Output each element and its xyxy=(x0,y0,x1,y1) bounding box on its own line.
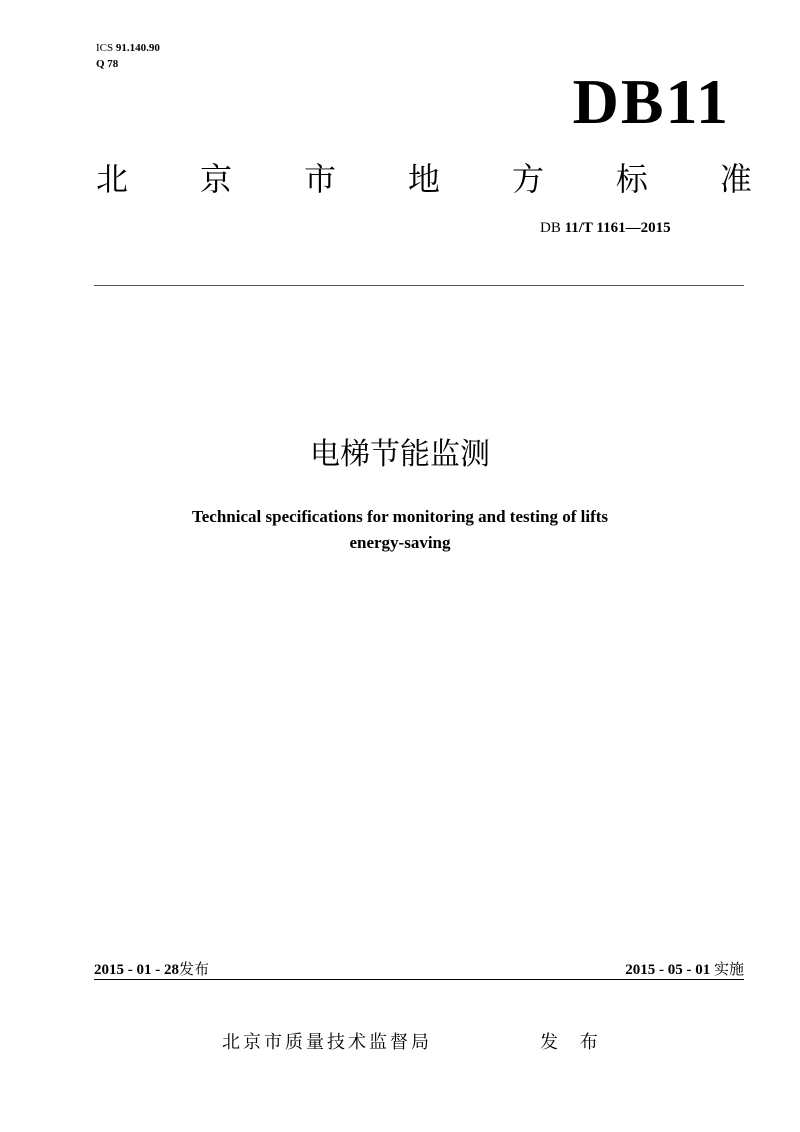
publisher-verb: 发 布 xyxy=(540,1032,606,1053)
standard-number-prefix: DB xyxy=(540,220,561,236)
issue-date-label: 发布 xyxy=(179,960,210,978)
standard-type-char: 方 xyxy=(511,160,544,198)
standard-badge: DB11 xyxy=(572,66,730,137)
standard-type-heading xyxy=(96,152,752,202)
standard-number-code: 11/T 1161—2015 xyxy=(564,220,671,236)
document-title-en-line2: energy-saving xyxy=(349,533,451,552)
publisher-name: 北京市质量技术监督局 xyxy=(222,1032,432,1053)
standard-type-char: 准 xyxy=(719,160,752,198)
standard-type-char: 北 xyxy=(96,160,129,198)
header-divider xyxy=(94,285,744,286)
standard-type-char: 市 xyxy=(303,160,336,198)
document-title-en-line1: Technical specifications for monitoring and testing of lifts xyxy=(191,507,609,526)
implement-date xyxy=(625,958,744,981)
standard-number xyxy=(540,218,730,238)
standard-type-char: 京 xyxy=(199,160,232,198)
issue-date-value: 2015 - 01 - 28 xyxy=(94,962,179,978)
document-title-zh: 电梯节能监测 xyxy=(310,437,490,472)
document-title-en xyxy=(100,504,700,556)
standard-type-char: 标 xyxy=(615,160,648,198)
ics-classification xyxy=(96,41,160,55)
dates-row xyxy=(94,958,744,980)
footer-divider xyxy=(94,979,744,980)
ics-label: ICS xyxy=(96,42,114,54)
implement-date-label: 实施 xyxy=(713,960,744,978)
issue-date xyxy=(94,958,209,981)
standard-type-char: 地 xyxy=(407,160,440,198)
ccs-code: Q 78 xyxy=(96,58,119,70)
implement-date-value: 2015 - 05 - 01 xyxy=(625,962,711,978)
ics-code: 91.140.90 xyxy=(115,42,160,54)
